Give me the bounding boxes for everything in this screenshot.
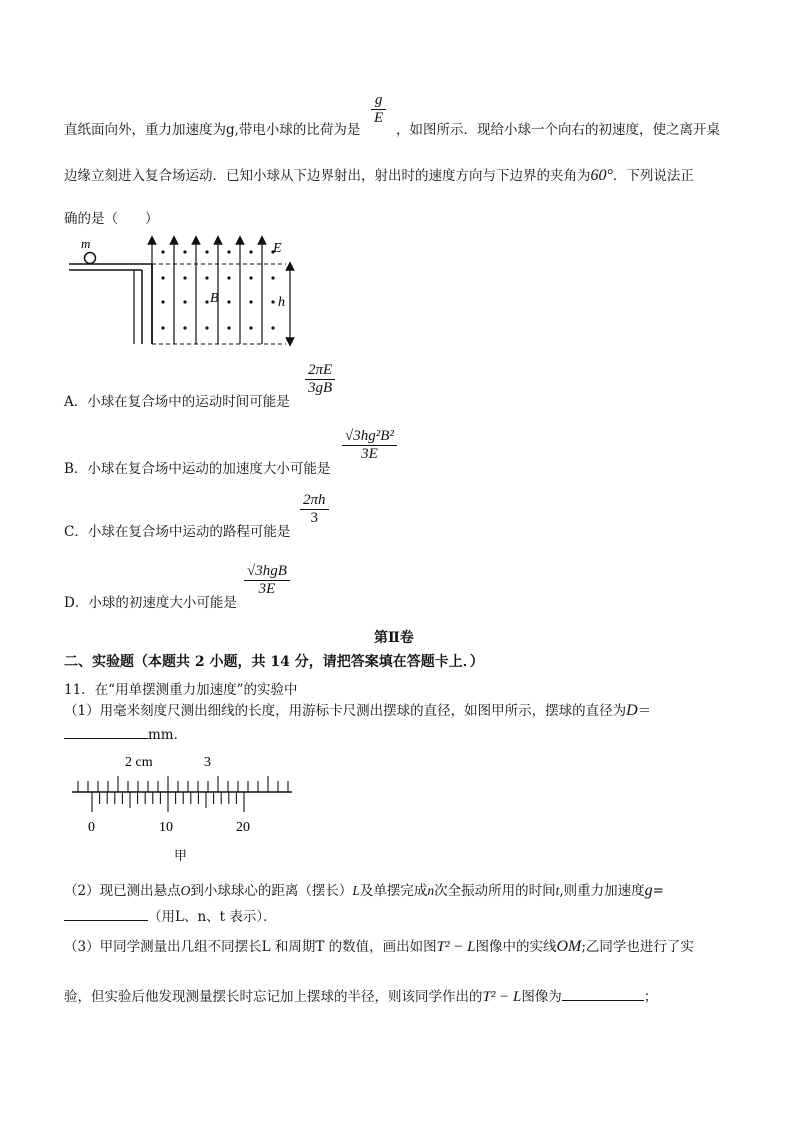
q11-part2: （2）现已测出悬点O到小球球心的距离（摆长）L及单摆完成n次全振动所用的时间t,则重力加速度g= — [64, 882, 664, 899]
section-heading: 二、实验题（本题共 2 小题，共 14 分，请把答案填在答题卡上．） — [64, 654, 484, 670]
magnetic-field-dot — [205, 300, 208, 303]
ball-icon — [85, 253, 96, 264]
magnetic-field-dot — [227, 326, 230, 329]
option-c-fraction: $\frac{2\pi h}{3}$ — [300, 492, 329, 527]
q10-line3: 确的是（ ） — [64, 211, 159, 227]
magnetic-field-dot — [183, 326, 186, 329]
magnetic-field-dot — [249, 250, 252, 253]
gravity-answer-blank[interactable] — [64, 906, 148, 921]
magnetic-field-dot — [271, 300, 274, 303]
q11-part3: （3）甲同学测量出几组不同摆长L 和周期T 的数值，画出如图T² − L图像中的实线OM;乙同学也进行了实 — [64, 938, 694, 955]
mass-label: m — [81, 236, 91, 251]
angle-value: 60° — [590, 167, 613, 184]
option-d-fraction: √3hgB 3E — [244, 563, 290, 598]
magnetic-field-dot — [205, 326, 208, 329]
magnetic-field-dot — [271, 276, 274, 279]
magnetic-field-dot — [227, 276, 230, 279]
option-a-label: A．小球在复合场中的运动时间可能是 — [64, 394, 290, 410]
magnetic-field-dot — [205, 276, 208, 279]
part2-title: 第Ⅱ卷 — [374, 630, 414, 646]
magnetic-field-dot — [249, 276, 252, 279]
composite-field-figure — [64, 232, 304, 352]
magnetic-field-dot — [161, 326, 164, 329]
option-b-label: B．小球在复合场中运动的加速度大小可能是 — [64, 461, 331, 477]
field-E-label: E — [273, 241, 282, 256]
q11-part3-line2: 验，但实验后他发现测量摆长时忘记加上摆球的半径，则该同学作出的T² − L图像为 ； — [64, 985, 657, 1006]
magnetic-field-dot — [249, 300, 252, 303]
magnetic-field-dot — [271, 326, 274, 329]
q10-line2: 边缘立刻进入复合场运动．已知小球从下边界射出，射出时的速度方向与下边界的夹角为60°．下列说法正 — [64, 167, 694, 184]
magnetic-field-dot — [227, 250, 230, 253]
option-a-fraction: $\frac{2\pi E}{3gB}$ — [305, 362, 335, 397]
charge-ratio-fraction — [371, 92, 386, 127]
magnetic-field-dot — [183, 300, 186, 303]
magnetic-field-dot — [227, 300, 230, 303]
ratio-numerator: g — [374, 92, 383, 108]
figure-caption-jia: 甲 — [174, 849, 188, 864]
ratio-denominator: E — [371, 109, 386, 127]
vernier-label-20: 20 — [236, 820, 250, 835]
option-d-label: D．小球的初速度大小可能是 — [64, 595, 237, 611]
option-c-label: C．小球在复合场中运动的路程可能是 — [64, 524, 291, 540]
main-scale-label-3: 3 — [204, 755, 211, 770]
q10-line1-post: ，如图所示．现给小球一个向右的初速度，使之离开桌 — [396, 122, 720, 138]
graph-answer-blank[interactable] — [562, 986, 644, 1001]
vernier-label-0: 0 — [88, 820, 95, 835]
q11-stem: 11．在“用单摆测重力加速度”的实验中 — [64, 682, 298, 698]
vernier-label-10: 10 — [159, 820, 173, 835]
height-h-label: h — [278, 295, 285, 310]
magnetic-field-dot — [249, 326, 252, 329]
main-scale-label-2cm: 2 cm — [125, 755, 153, 770]
magnetic-field-dot — [183, 276, 186, 279]
option-b-fraction: $\frac{\text{√3hg²B²}}{3E}$ — [342, 428, 397, 463]
vernier-caliper-figure — [70, 750, 300, 865]
magnetic-field-dot — [205, 250, 208, 253]
field-B-label: B — [210, 291, 219, 306]
diameter-answer-blank[interactable] — [64, 724, 148, 739]
magnetic-field-dot — [161, 250, 164, 253]
q11-part1: （1）用毫米刻度尺测出细线的长度，用游标卡尺测出摆球的直径，如图甲所示，摆球的直径为D＝ — [64, 702, 652, 719]
magnetic-field-dot — [183, 250, 186, 253]
q10-line1-pre: 直纸面向外，重力加速度为g,带电小球的比荷为是 — [64, 122, 361, 138]
q11-part2-answer: （用L、n、t 表示）． — [64, 905, 277, 925]
q11-part1-answer: mm． — [64, 723, 187, 743]
magnetic-field-dot — [161, 276, 164, 279]
magnetic-field-dot — [161, 300, 164, 303]
